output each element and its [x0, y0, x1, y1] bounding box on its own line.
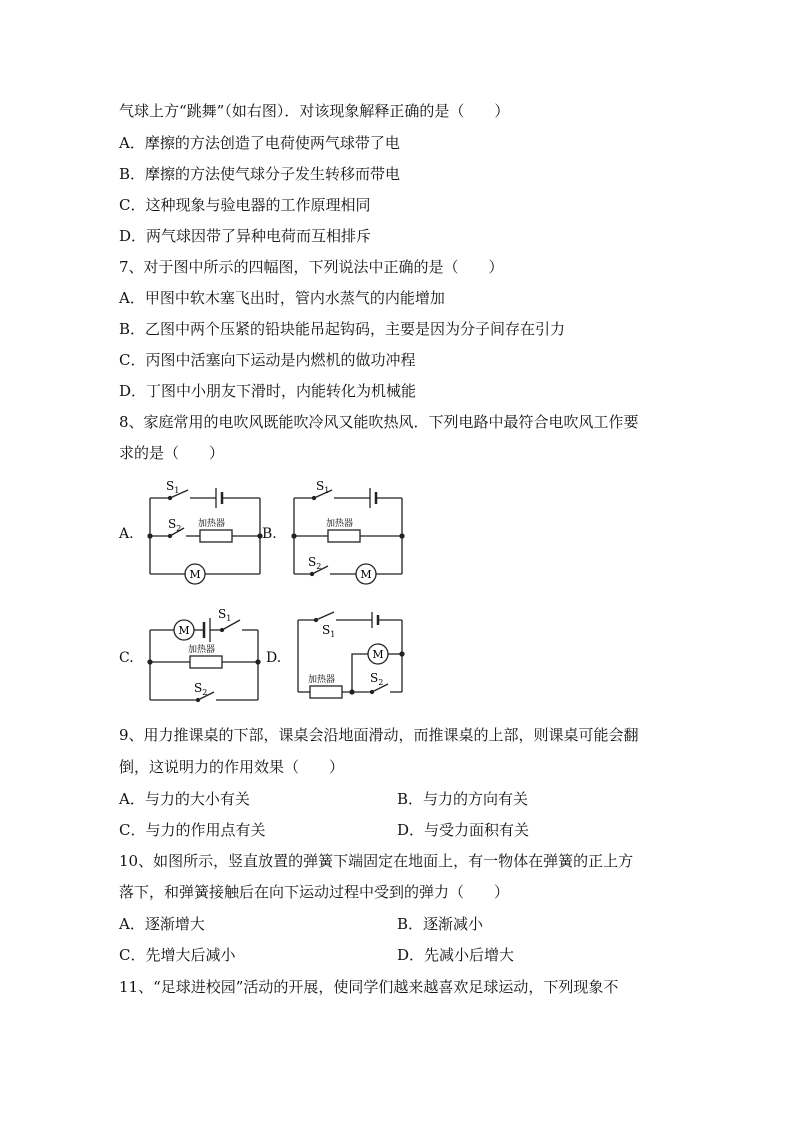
q9-option-d: D．与受力面积有关: [397, 821, 530, 839]
circuit-c-heater-label: 加热器: [188, 645, 216, 655]
q10-option-c: C．先增大后减小: [119, 946, 236, 964]
circuit-c-s1-label: $S_1$: [218, 607, 232, 623]
circuit-a-heater-label: 加热器: [198, 519, 226, 529]
q6-stem-tail: 气球上方“跳舞”（如右图）．对该现象解释正确的是（ ）: [119, 102, 510, 120]
circuit-label-c: C.: [119, 650, 134, 666]
circuit-diagram-c: [140, 604, 270, 708]
circuit-label-d: D.: [266, 650, 282, 666]
circuit-b-motor-label: M: [360, 568, 372, 581]
q10-option-a: A．逐渐增大: [119, 915, 205, 933]
circuit-diagram-d: [290, 604, 420, 708]
q9-option-b: B．与力的方向有关: [397, 790, 529, 808]
q6-option-a: A．摩擦的方法创造了电荷使两气球带了电: [119, 134, 400, 152]
circuit-b-s2-label: $S_2$: [308, 555, 322, 571]
circuit-a-s2-label: $S_2$: [168, 517, 182, 533]
q7-option-b: B．乙图中两个压紧的铅块能吊起钩码，主要是因为分子间存在引力: [119, 320, 566, 338]
circuit-b-s1-label: $S_1$: [316, 479, 330, 495]
circuit-diagram-a: [140, 478, 270, 582]
q9-option-c: C．与力的作用点有关: [119, 821, 266, 839]
q7-option-d: D．丁图中小朋友下滑时，内能转化为机械能: [119, 382, 417, 400]
q6-option-b: B．摩擦的方法使气球分子发生转移而带电: [119, 165, 401, 183]
circuit-label-b: B.: [262, 526, 277, 542]
q8-stem-line1: 8、家庭常用的电吹风既能吹冷风又能吹热风．下列电路中最符合电吹风工作要: [119, 413, 639, 431]
circuit-d-s1-label: $S_1$: [322, 623, 336, 639]
circuit-d-s2-label: $S_2$: [370, 671, 384, 687]
q6-option-c: C．这种现象与验电器的工作原理相同: [119, 196, 371, 214]
q7-option-c: C．丙图中活塞向下运动是内燃机的做功冲程: [119, 351, 416, 369]
q10-option-b: B．逐渐减小: [397, 915, 484, 933]
circuit-label-a: A.: [119, 526, 134, 542]
q10-stem-line1: 10、如图所示，竖直放置的弹簧下端固定在地面上，有一物体在弹簧的正上方: [119, 852, 634, 870]
circuit-c-motor-label: M: [178, 624, 190, 637]
q11-stem: 11、“足球进校园”活动的开展，使同学们越来越喜欢足球运动，下列现象不: [119, 978, 619, 996]
circuit-d-heater-label: 加热器: [308, 675, 336, 685]
q9-option-a: A．与力的大小有关: [119, 790, 250, 808]
circuit-a-motor-label: M: [189, 568, 201, 581]
q10-stem-line2: 落下，和弹簧接触后在向下运动过程中受到的弹力（ ）: [119, 883, 510, 901]
q9-stem-line1: 9、用力推课桌的下部，课桌会沿地面滑动，而推课桌的上部，则课桌可能会翻: [119, 726, 639, 744]
circuit-b-heater-label: 加热器: [326, 519, 354, 529]
circuit-a-s1-label: $S_1$: [166, 479, 180, 495]
q8-stem-line2: 求的是（ ）: [119, 444, 225, 462]
circuit-c-s2-label: $S_2$: [194, 681, 208, 697]
q7-stem: 7、对于图中所示的四幅图，下列说法中正确的是（ ）: [119, 258, 504, 276]
q10-option-d: D．先减小后增大: [397, 946, 515, 964]
circuit-diagram-b: [284, 478, 414, 582]
q6-option-d: D．两气球因带了异种电荷而互相排斥: [119, 227, 372, 245]
q7-option-a: A．甲图中软木塞飞出时，管内水蒸气的内能增加: [119, 289, 445, 307]
circuit-d-motor-label: M: [372, 648, 384, 661]
q9-stem-line2: 倒，这说明力的作用效果（ ）: [119, 758, 345, 776]
